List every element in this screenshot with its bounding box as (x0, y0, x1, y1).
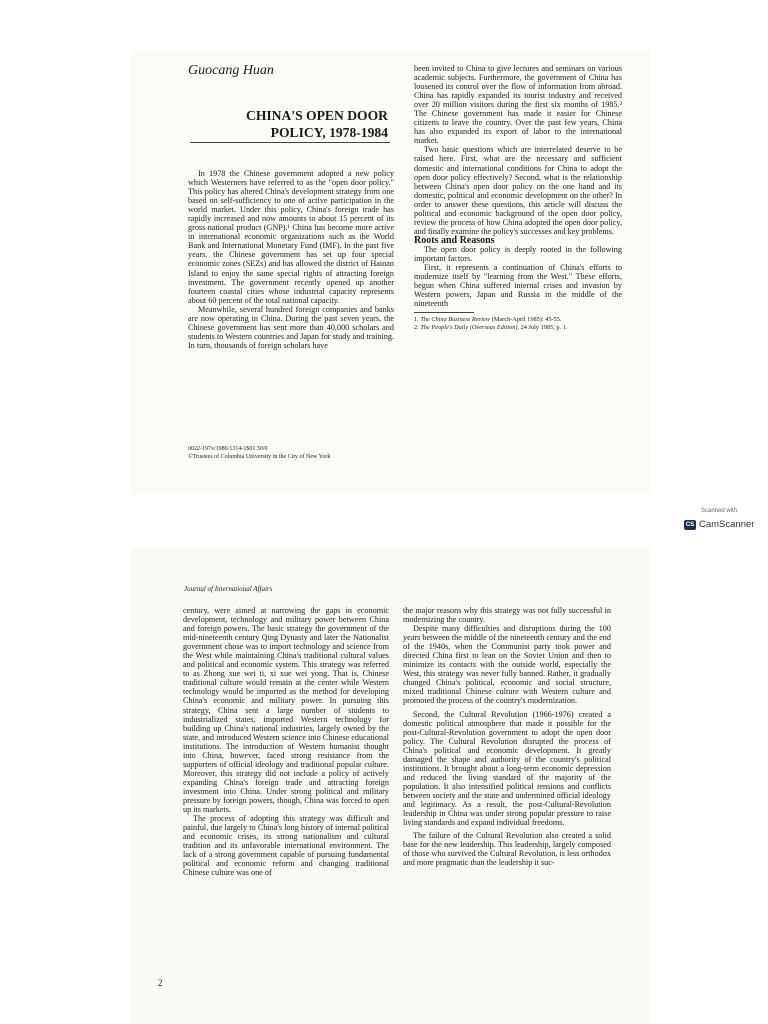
section-heading: Roots and Reasons (414, 234, 495, 246)
camscanner-logo-icon: CS (685, 522, 695, 528)
camscanner-badge (680, 506, 758, 536)
body-paragraph: The open door policy is deeply rooted in the following important factors. (414, 244, 622, 263)
article-title (190, 107, 388, 141)
author-name: Guocang Huan (188, 63, 274, 78)
footnote-number: 1. (414, 316, 419, 324)
page-number: 2 (158, 978, 163, 988)
body-paragraph: The process of adopting this strategy was difficult and painful, due largely to China's long history of internal political and economic crises, its strong nationalism and cultural tradition and its unfavorable international environment. The lack of a strong government capable of pursuing fundamental political and economic reform and changing traditional Chinese culture was one of (183, 814, 389, 878)
scanned-with-label: Scanned with (700, 508, 738, 514)
footnote-1 (414, 316, 622, 324)
issn-line: 0022-197x/1986/1314-1$01.50/0 (188, 446, 268, 452)
body-paragraph: Second, the Cultural Revolution (1966-1976) created a domestic political atmosphere that made it possible for the post-Cultural-Revolution government to adopt the open door policy. The Cultural Revolution disrupted the process of China's political and economic development. It greatly damaged the shape and authority of the country's political institutions. It brought about a long-term economic depression and reduced the living standard of the majority of the population. It also intensified political tensions and conflicts between society and the state and undermined official ideology and legitimacy. As a result, the post-Cultural-Revolution leadership in China was under strong popular pressure to raise living standards and expand individual freedoms. (403, 709, 611, 828)
article-title-line-2: POLICY, 1978-1984 (270, 125, 388, 140)
body-paragraph: First, it represents a continuation of China's efforts to modernize itself by "learning from the West." These efforts, begun when China suffered internal crises and invasion by Western powers, Japan and Russia in the middle of the nineteenth (414, 263, 622, 309)
body-paragraph: been invited to China to give lectures and seminars on various academic subjects. Furthermore, the government of China has loosened its control over the flow of information from abroad. China has rapidly expanded its tourist industry and received over 20 million visitors during the first six months of 1985.² The Chinese government has made it easier for Chinese citizens to leave the country. Over the past few years, China has also expanded its export of labor to the international market. (414, 64, 622, 146)
journal-running-head: Journal of International Affairs (184, 585, 273, 593)
body-paragraph: Meanwhile, several hundred foreign companies and banks are now operating in China. During the past seven years, the Chinese government has sent more than 40,000 scholars and students to Western countries and Japan for study and training. In turn, thousands of foreign scholars have (188, 304, 394, 350)
copyright-notice (188, 445, 330, 461)
page1-right-column (414, 64, 622, 332)
copyright-line: ©Trustees of Columbia University in the City of New York (188, 454, 331, 460)
body-paragraph: The failure of the Cultural Revolution also created a solid base for the new leadership. This leadership, largely composed of those who survived the Cultural Revolution, is less orthodox and more pragmatic than the leadership it suc- (403, 831, 611, 868)
footnote-rule (414, 312, 474, 313)
body-paragraph: the major reasons why this strategy was not fully successful in modernizing the country. (403, 606, 611, 625)
camscanner-name: CamScanner (699, 519, 755, 530)
body-paragraph: century, were aimed at narrowing the gaps in economic development, technology and military power between China and foreign powers. The basic strategy the government of the mid-nineteenth century Qing Dynasty and later the Nationalist government chose was to import technology and science from the West while maintaining China's traditional cultural values and political and economic system. This strategy was referred to as Zhong xue wei ti, xi xue wei yong. That is, Chinese traditional culture would remain at the center while Western technology would be imported as the method for developing China's economic and military power. In pursuing this strategy, China sent a large number of students to industrialized states, imported Western technology for building up China's national industries, largely owned by the state, and introduced Western science into Chinese educational institutions. The introduction of Western humanist thought into China, however, faced strong resistance from the supporters of official ideology and traditional popular culture. Moreover, this strategy did not include a policy of actively expanding China's foreign trade and attracting foreign investment into China. Under strong political and military pressure by foreign powers, though, China was forced to open up its markets. (183, 606, 389, 815)
body-paragraph: Two basic questions which are interrelated deserve to be raised here. First, what are the necessary and sufficient domestic and international conditions for China to adopt the open door policy effectively? Second, what is the relationship between China's open door policy on the one hand and its domestic, political and economic development on the other? In order to answer these questions, this article will discuss the political and economic background of the open door policy, review the process of how China adopted the open door policy, and finally examine the policy's successes and key problems. (414, 145, 622, 236)
body-paragraph: Despite many difficulties and disruptions during the 100 years between the middle of the nineteenth century and the end of the 1940s, when the Communist party took power and directed China first to lean on the Soviet Union and then to minimize its contacts with the outside world, especially the West, this strategy was never fully banned. Rather, it gradually changed China's political, economic and social structure, mixed traditional Chinese culture with Western culture and promoted the process of the country's modernization. (403, 624, 611, 706)
page2-left-column (183, 606, 389, 877)
title-rule (190, 142, 390, 143)
page1-left-column (188, 169, 394, 350)
document-page-2 (130, 548, 650, 1024)
footnote-citation: 24 July 1985, p. 1. (519, 324, 568, 332)
body-paragraph: In 1978 the Chinese government adopted a new policy which Westerners have referred to as the "open door policy." This policy has altered China's development strategy from one based on self-sufficiency to one of active participation in the world market. Under this policy, China's foreign trade has rapidly increased and now amounts to about 15 percent of its gross national product (GNP).¹ China has become more active in international economic organizations such as the World Bank and International Monetary Fund (IMF). In the past five years, the Chinese government has set up four special economic zones (SEZs) and has allowed the district of Hainan Island to enjoy the same special rights of attracting foreign investment. The government recently opened up another fourteen coastal cities whose industrial capacity represents about 60 percent of the total national capacity. (188, 169, 394, 305)
document-page-1 (130, 50, 650, 495)
footnote-source-title: The China Business Review (420, 316, 491, 324)
footnote-source-title: The People's Daily (Overseas Edition), (420, 324, 520, 332)
footnote-number: 2. (414, 324, 419, 332)
footnote-2 (414, 324, 622, 332)
article-title-line-1: CHINA'S OPEN DOOR (246, 108, 388, 123)
footnote-citation: (March-April 1985): 45-55. (490, 316, 562, 324)
page2-right-column (403, 606, 611, 867)
